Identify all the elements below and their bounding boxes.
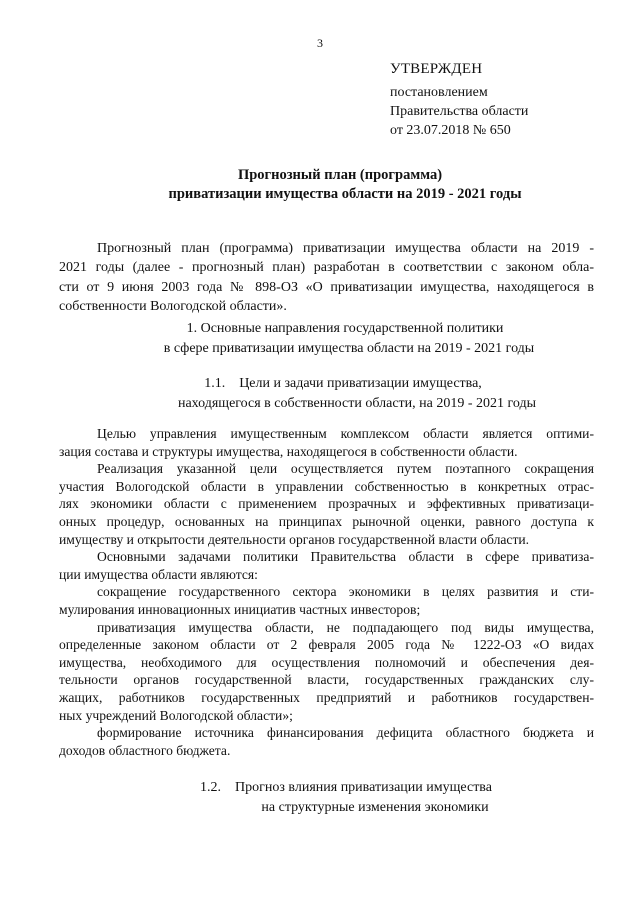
section-heading-1 (0, 319, 640, 358)
section-heading-line: на структурные изменения экономики (261, 799, 489, 815)
approval-line: Правительства области (390, 104, 529, 119)
document-title (0, 166, 640, 204)
intro-paragraph (59, 239, 594, 316)
body-line: зация состава и структуры имущества, находящегося в собственности области. (59, 443, 518, 459)
section-heading-line: в сфере приватизации имущества области на 2019 - 2021 годы (163, 340, 535, 356)
text-line: сти от 9 июня 2003 года № 898-ОЗ «О приватизации имущества, находящегося в (59, 279, 594, 295)
body-line: тельности органов государственной власти, государственных гражданских слу- (59, 672, 594, 688)
body-line: Реализация указанной цели осуществляется путем поэтапного сокращения (97, 461, 594, 477)
text-line: Прогнозный план (программа) приватизации имущества области на 2019 - (97, 241, 594, 256)
body-line: ции имущества области являются: (59, 566, 258, 582)
text-line: 2021 годы (далее - прогнозный план) разработан в соответствии с законом обла- (59, 260, 594, 276)
page-number: 3 (317, 36, 323, 50)
section-heading-line: 1.1. Цели и задачи приватизации имущества, (204, 376, 482, 391)
body-line: жащих, работников государственных предприятий и работников государствен- (59, 689, 594, 705)
body-line: участия Вологодской области в управлении собственностью в конкретных отрас- (59, 478, 594, 494)
approval-heading: УТВЕРЖДЕН (390, 61, 483, 77)
body-line: доходов областного бюджета. (59, 742, 231, 758)
text-line: собственности Вологодской области». (59, 298, 287, 314)
body-line: мулирования инновационных инициатив частных инвесторов; (59, 601, 421, 617)
body-line: Основными задачами политики Правительства области в сфере приватиза- (97, 549, 594, 565)
body-line: имущества, необходимого для осуществления полномочий и обеспечения дея- (59, 654, 594, 670)
title-line: Прогнозный план (программа) (237, 167, 443, 183)
title-line: приватизации имущества области на 2019 - 2021 годы (168, 186, 522, 202)
body-text (59, 425, 594, 759)
body-line: формирование источника финансирования дефицита областного бюджета и (97, 725, 594, 741)
section-heading-line: 1. Основные направления государственной политики (186, 321, 504, 336)
body-line: приватизация имущества области, не подпадающего под виды имущества, (97, 619, 594, 635)
section-heading-line: 1.2. Прогноз влияния приватизации имущества (200, 780, 492, 795)
approval-line: постановлением (390, 85, 488, 100)
body-line: имуществу и открытости деятельности органов государственной власти области. (59, 531, 530, 547)
body-line: Целью управления имущественным комплексом области является оптими- (97, 426, 594, 441)
body-line: онных процедур, основанных на принципах рыночной оценки, равного доступа к (59, 513, 594, 529)
body-line: ных учреждений Вологодской области»; (59, 707, 293, 723)
section-heading-line: находящегося в собственности области, на 2019 - 2021 годы (177, 395, 537, 411)
section-heading-1-1 (0, 374, 640, 413)
body-line: лях экономики области с применением прозрачных и эффективных приватизаци- (59, 496, 594, 512)
section-heading-1-2 (0, 778, 640, 817)
body-line: определенные законом области от 2 февраля 2005 года № 1222-ОЗ «О видах (59, 637, 594, 653)
body-line: сокращение государственного сектора экономики в целях развития и сти- (97, 584, 594, 600)
approval-stamp (390, 60, 528, 140)
approval-line: от 23.07.2018 № 650 (390, 123, 511, 138)
